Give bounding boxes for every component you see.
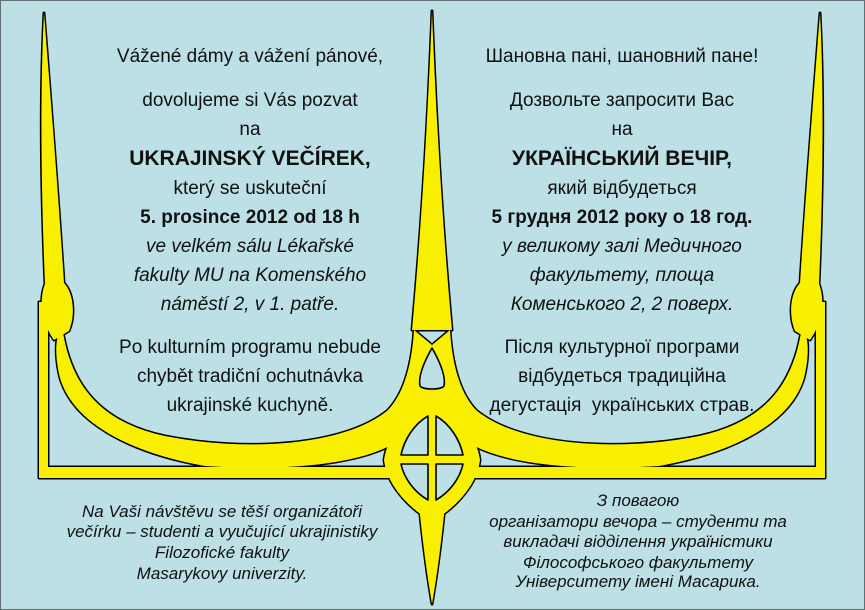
cz-venue-line: náměstí 2, v 1. patře. [160,294,340,315]
ukrainian-organizers-signature [448,0,828,600]
ua-greeting: Шановна пані, шановний пане! [485,46,759,67]
cz-program-line: chybět tradiční ochutnávka [136,366,364,387]
ua-closing: З повагою [596,491,680,510]
cz-program-line: ukrajinské kuchyně. [166,395,334,416]
cz-program-line: Po kulturním programu nebude [119,337,381,358]
ua-program-line: дегустація українських страв. [489,395,755,416]
cz-event-title: UKRAJINSKÝ VEČÍREK, [129,147,371,170]
cz-organizers-line: Na Vaši návštěvu se těší organizátoři [81,502,362,521]
cz-date-time: 5. prosince 2012 od 18 h [140,207,360,228]
cz-venue-line: ve velkém sálu Lékařské [145,236,355,257]
ua-venue-line: Коменського 2, 2 поверх. [510,294,734,315]
ua-invitation-text: Дозвольте запросити Вас [509,90,735,111]
ua-preposition: на [611,119,633,140]
ua-date-time: 5 грудня 2012 року о 18 год. [491,207,753,228]
cz-organizers-line: Filozofické fakulty [154,543,290,562]
ua-organizers-line: Філософського факультету [522,553,753,572]
ua-organizers-line: організатори вечора – студенти та [489,512,787,531]
cz-organizers-line: Masarykovy univerzity. [136,564,308,583]
cz-venue-line: fakulty MU na Komenského [133,265,367,286]
cz-preposition: na [239,119,261,140]
cz-greeting: Vážené dámy a vážení pánové, [116,46,384,67]
ua-takes-place: який відбудеться [547,178,697,199]
cz-takes-place: který se uskuteční [173,178,327,199]
ua-organizers-line: Університету імені Масарика. [515,572,761,591]
cz-invitation-text: dovolujeme si Vás pozvat [142,90,358,111]
ua-venue-line: факультету, площа [529,265,715,286]
ua-venue-line: у великому залі Медичного [502,236,742,257]
ua-organizers-line: викладачі відділення україністики [503,532,773,551]
ua-event-title: УКРАЇНСЬКИЙ ВЕЧІР, [512,147,732,170]
ua-program-line: Після культурної програми [504,337,740,358]
czech-organizers-signature [32,0,412,600]
cz-organizers-line: večírku – studenti a vyučující ukrajinistiky [66,522,378,541]
ua-program-line: відбудеться традиційна [518,366,726,387]
